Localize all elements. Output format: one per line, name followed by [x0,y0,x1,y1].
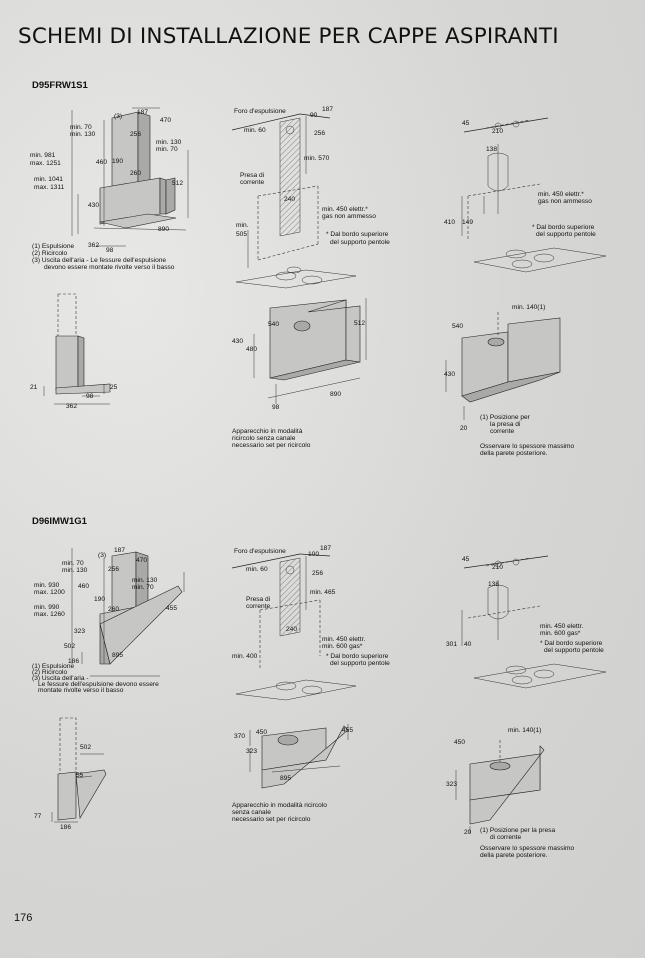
m1-d5-dim-480: 480 [246,346,258,353]
m2-legend-3c: montate rivolte verso il basso [38,687,124,694]
m1-d5-dim-512: 512 [354,320,366,327]
m1-d1-max1311: max. 1311 [34,184,65,191]
m1-d5-caption-c: necessario set per ricircolo [232,442,311,449]
m1-d4-dim-362: 362 [66,403,78,410]
m1-d6-dim-540: 540 [452,323,464,330]
m1-d5-dim-98: 98 [272,404,280,411]
m2-d1-min70: min. 70 [62,560,84,567]
m2-d5-dim-323: 323 [246,748,258,755]
m2-d1-dim-190: 190 [94,596,106,603]
m2-d5-dim-370: 370 [234,733,246,740]
m2-d2-min600: min. 600 gas* [322,643,363,650]
m1-d6-min140: min. 140(1) [512,304,546,311]
m1-d1-dim-460: 460 [96,159,108,166]
m2-d3-min450a: min. 450 elettr. [540,623,584,630]
m2-d3-bordo-a: * Dal bordo superiore [540,640,603,647]
m1-d5-caption-b: ricircolo senza canale [232,435,296,442]
m1-d1-dim-260: 260 [130,170,142,177]
m2-d2-dim-256: 256 [312,570,324,577]
m2-legend-3: (3) Uscita dell'aria - [32,675,89,682]
m1-drawing-bracket [462,118,606,272]
m1-d6-oss-a: Osservare lo spessore massimo [480,443,575,450]
m2-d4-dim-502: 502 [80,744,92,751]
m1-d3-dim-138: 138 [486,146,498,153]
m2-d6-min140: min. 140(1) [508,727,542,734]
m1-d1-min130: min. 130 [70,131,96,138]
m1-d3-dim-210: 210 [492,128,504,135]
m1-d1-min70: min. 70 [70,124,92,131]
m1-d6-pos-c: corrente [490,428,515,435]
m1-d1-dim-430: 430 [88,202,100,209]
m1-d3-dim-149: 149 [462,219,474,226]
m2-d5-dim-455: 455 [342,727,354,734]
m2-drawing-socket-position [456,740,544,834]
model-heading-2: D96IMW1G1 [32,516,87,527]
m1-d2-bordo-b: del supporto pentole [330,239,390,246]
m1-legend-3b: devono essere montate rivolte verso il basso [44,264,175,271]
m2-d6-dim-20: 20 [464,829,472,836]
m2-d5-caption-c: necessario set per ricircolo [232,816,311,823]
m1-d2-bordo-a: * Dal bordo superiore [326,231,389,238]
m2-d2-min400: min. 400 [232,653,258,660]
m2-d1-dim-187: 187 [114,547,126,554]
m1-d6-pos-a: (1) Posizione per [480,414,530,421]
m1-d2-dim-90: 90 [310,112,318,119]
m2-d1-dim-460: 460 [78,583,90,590]
m1-d6-dim-430: 430 [444,371,456,378]
m2-d6-pos-b: di corrente [490,834,522,841]
m2-d3-min600: min. 600 gas* [540,630,581,637]
m2-d1-note-3: (3) [98,552,107,559]
m2-d2-min60: min. 60 [246,566,268,573]
m1-d3-bordo-b: del supporto pentole [536,231,596,238]
m2-drawing-bracket [462,556,606,688]
m1-d3-dim-410: 410 [444,219,456,226]
m2-d1-dim-260: 260 [108,606,120,613]
m1-legend-2: (2) Ricircolo [32,250,68,257]
m2-d3-dim-45: 45 [462,556,470,563]
m1-d3-dim-45: 45 [462,120,470,127]
m2-d1-dim-895: 895 [112,652,124,659]
m2-d3-dim-138: 138 [488,581,500,588]
m2-d3-bordo-b: del supporto pentole [544,647,604,654]
m1-d1-dim-256: 256 [130,131,142,138]
m2-d5-dim-450: 450 [256,729,268,736]
m2-d6-dim-323: 323 [446,781,458,788]
m1-d6-pos-b: la presa di [490,421,521,428]
page-title: SCHEMI DI INSTALLAZIONE PER CAPPE ASPIRANTI [18,24,559,49]
m1-d5-caption-a: Apparecchio in modalità [232,428,303,435]
m1-d5-dim-890: 890 [330,391,342,398]
m1-d1-note-3: (3) [114,113,123,120]
m2-d1-dim-256: 256 [108,566,120,573]
m1-d1-min70b: min. 70 [156,146,178,153]
m2-legend-2: (2) Ricircolo [32,669,68,676]
m2-d2-dim-100: 100 [308,551,320,558]
m1-d1-dim-512: 512 [172,180,184,187]
m2-d4-dim-77: 77 [34,813,42,820]
m2-d1-dim-186: 186 [68,658,80,665]
m1-d1-min130b: min. 130 [156,139,182,146]
m1-d1-dim-190: 190 [112,158,124,165]
m1-d2-min570: min. 570 [304,155,330,162]
m2-d4-dim-186: 186 [60,824,72,831]
m1-d2-min450b: gas non ammesso [322,213,376,220]
m1-d1-dim-890: 890 [158,226,170,233]
m2-d1-min130b: min. 130 [132,577,158,584]
m1-drawing-recirculation-perspective [254,298,366,404]
m2-d1-min70b: min. 70 [132,584,154,591]
m1-d3-bordo-a: * Dal bordo superiore [532,224,595,231]
m1-d5-dim-540: 540 [268,321,280,328]
m1-d2-dim-187: 187 [322,106,334,113]
m2-d1-dim-323: 323 [74,628,86,635]
m1-d4-dim-21: 21 [30,384,38,391]
m2-d1-dim-470: 470 [136,557,148,564]
m2-d6-dim-450: 450 [454,739,466,746]
m2-d1-dim-455: 455 [166,605,178,612]
m1-d2-presa-b: corrente [240,179,265,186]
m2-d2-dim-240: 240 [286,626,298,633]
m1-d1-dim-187: 187 [137,109,149,116]
m2-d6-pos-a: (1) Posizione per la presa [480,827,556,834]
m2-d2-min450a: min. 450 elettr. [322,636,366,643]
m2-d2-foro: Foro d'espulsione [234,548,286,555]
m1-d1-dim-470: 470 [160,117,172,124]
m1-d2-dim-240: 240 [284,196,296,203]
m1-d1-min1041: min. 1041 [34,176,63,183]
m2-legend-3b: Le fessure dell'espulsione devono essere [38,681,159,688]
m2-drawing-profile [52,718,106,822]
m1-d1-dim-362: 362 [88,242,100,249]
m2-d2-min465: min. 465 [310,589,336,596]
m1-d2-min450a: min. 450 elettr.* [322,206,368,213]
m1-d1-min981: min. 981 [30,152,56,159]
m2-d4-dim-55: 55 [76,772,84,779]
m2-d1-dim-502: 502 [64,643,76,650]
m2-d1-max1200: max. 1200 [34,589,65,596]
m1-d3-min450b: gas non ammesso [538,198,592,205]
m1-d4-dim-98: 98 [86,393,94,400]
m2-d1-min930: min. 930 [34,582,60,589]
m1-drawing-profile [44,294,110,404]
model-heading-1: D95FRW1S1 [32,80,88,91]
m1-d2-presa-a: Presa di [240,172,265,179]
m2-d2-presa-b: corrente [246,603,271,610]
m2-d6-oss-a: Osservare lo spessore massimo [480,845,575,852]
m2-d2-bordo-a: * Dal bordo superiore [326,653,389,660]
m2-d2-bordo-b: del supporto pentole [330,660,390,667]
m2-d6-oss-b: della parete posteriore. [480,852,548,859]
m1-legend-1: (1) Espulsione [32,243,75,250]
m1-drawing-socket-position [446,312,560,420]
m2-d5-caption-a: Apparecchio in modalità ricircolo [232,802,327,809]
m1-legend-3: (3) Uscita dell'aria - Le fessure dell'espulsione [32,257,167,264]
m2-d1-max1260: max. 1260 [34,611,65,618]
m2-d1-min130: min. 130 [62,567,88,574]
m1-d2-foro: Foro d'espulsione [234,108,286,115]
m2-d1-min990: min. 990 [34,604,60,611]
m1-d6-dim-20: 20 [460,425,468,432]
m1-d2-min: min. [236,222,249,229]
m1-d2-dim-256: 256 [314,130,326,137]
m1-d4-dim-25: 25 [110,384,118,391]
m2-d2-presa-a: Presa di [246,596,271,603]
m2-legend-1: (1) Espulsione [32,663,75,670]
m2-d3-dim-301: 301 [446,641,458,648]
m1-d6-oss-b: della parete posteriore. [480,450,548,457]
m2-d5-dim-895: 895 [280,775,292,782]
m1-d2-min60: min. 60 [244,127,266,134]
m1-d3-min450a: min. 450 elettr.* [538,191,584,198]
m1-d2-dim-505: 505 [236,231,248,238]
m1-d5-dim-430: 430 [232,338,244,345]
m2-d3-dim-40: 40 [464,641,472,648]
m2-d2-dim-187: 187 [320,545,332,552]
page-number: 176 [14,912,33,924]
m1-d1-max1251: max. 1251 [30,160,61,167]
m2-d3-dim-210: 210 [492,564,504,571]
m1-d1-dim-98: 98 [106,247,114,254]
m2-d5-caption-b: senza canale [232,809,271,816]
